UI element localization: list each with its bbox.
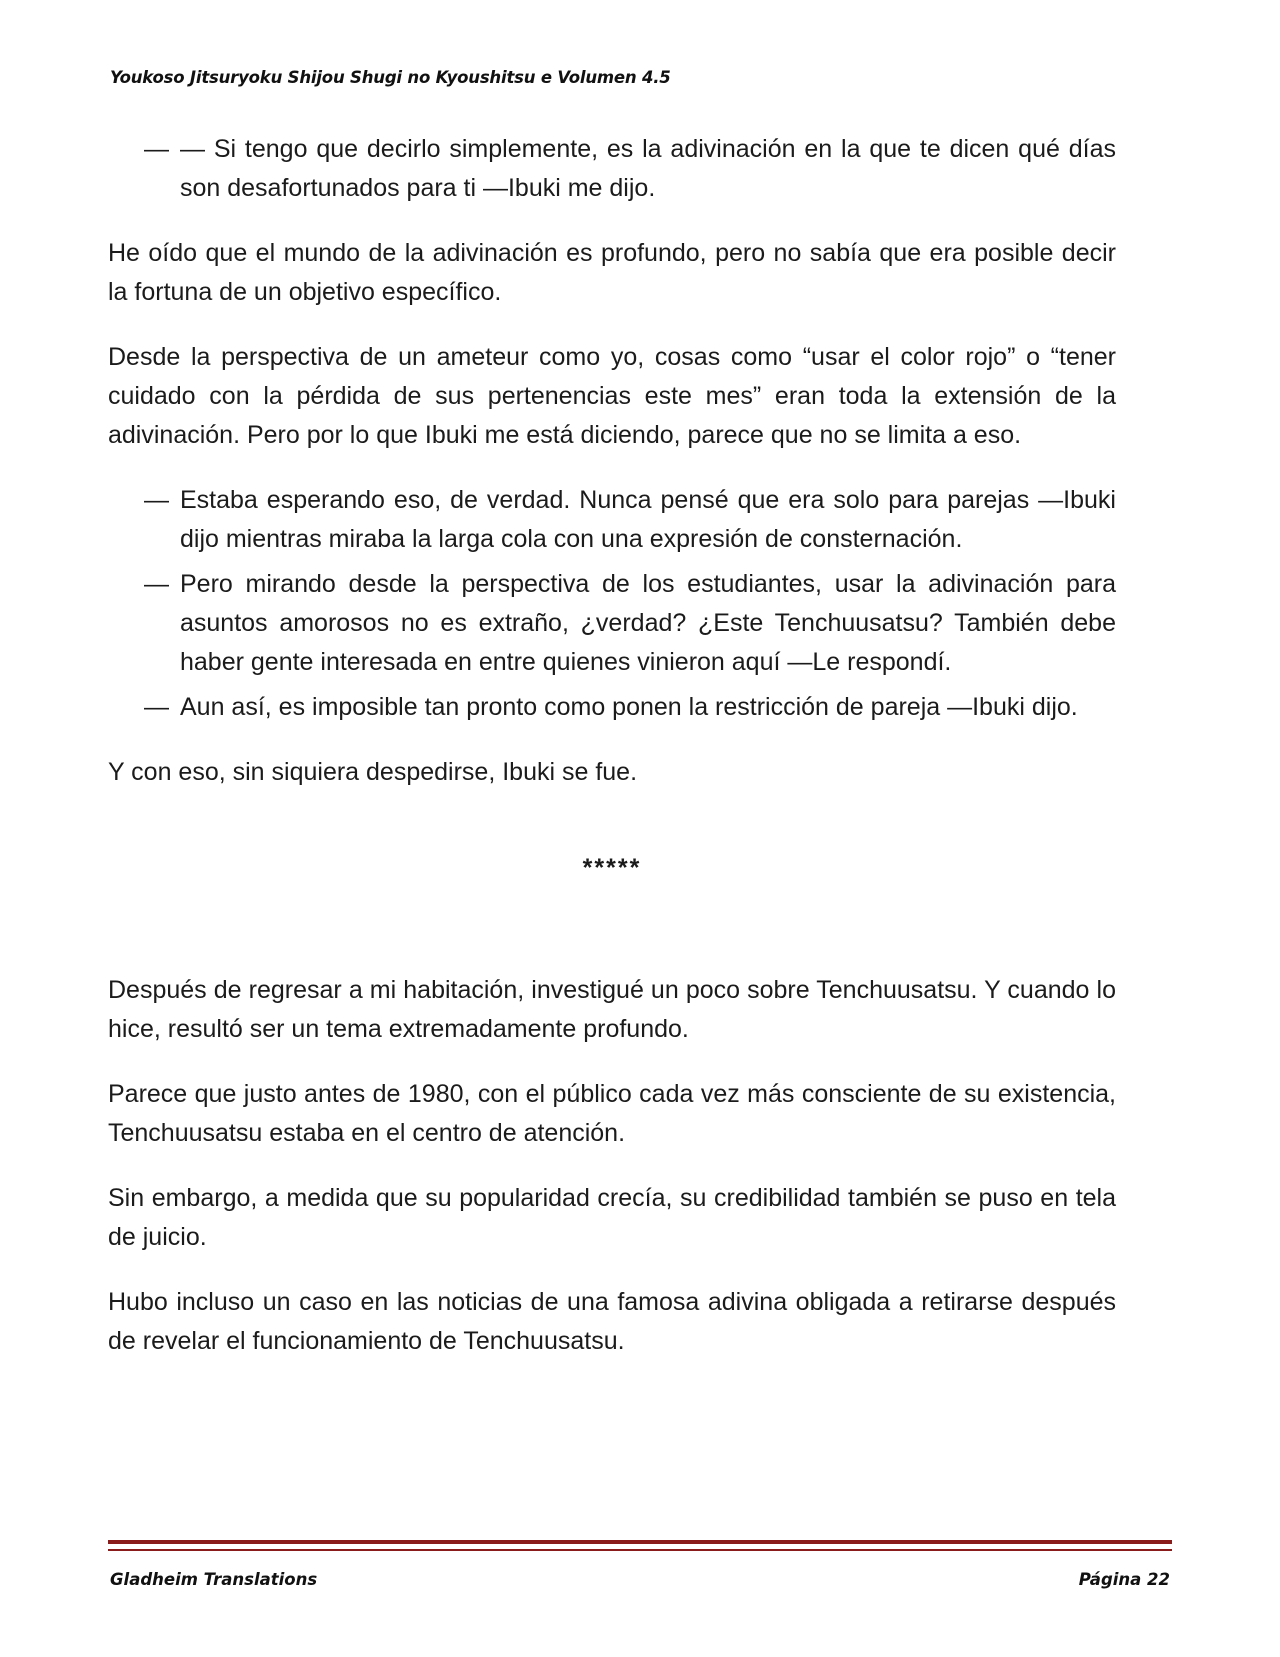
dialogue-text: — Si tengo que decirlo simplemente, es la adivinación en la que te dicen qué días son desafortunados para ti —Ibuki me dijo.	[180, 135, 1116, 202]
paragraph-5: Parece que justo antes de 1980, con el público cada vez más consciente de su existencia, Tenchuusatsu estaba en el centro de atención.	[108, 1080, 1116, 1147]
dash-marker: —	[144, 693, 169, 721]
dialogue-block-middle	[108, 481, 1116, 727]
dash-marker: —	[144, 486, 169, 514]
list-item	[108, 481, 1116, 559]
list-item	[108, 130, 1116, 208]
dash-marker: —	[144, 570, 169, 598]
dialogue-text: Pero mirando desde la perspectiva de los estudiantes, usar la adivinación para asuntos amorosos no es extraño, ¿verdad? ¿Este Tenchuusatsu? También debe haber gente interesada en entre quienes vinieron aquí —Le respondí.	[180, 570, 1116, 676]
paragraph-4: Después de regresar a mi habitación, investigué un poco sobre Tenchuusatsu. Y cuando lo hice, resultó ser un tema extremadamente profundo.	[108, 976, 1116, 1043]
footer-page-number: Página 22	[1078, 1570, 1170, 1589]
dash-marker: —	[144, 135, 169, 163]
paragraph-3: Y con eso, sin siquiera despedirse, Ibuki se fue.	[108, 758, 638, 786]
page-footer	[110, 1570, 1170, 1589]
paragraph-7: Hubo incluso un caso en las noticias de una famosa adivina obligada a retirarse después de revelar el funcionamiento de Tenchuusatsu.	[108, 1288, 1116, 1355]
footer-divider-thick	[108, 1540, 1172, 1544]
list-item	[108, 565, 1116, 682]
list-item	[108, 688, 1116, 727]
paragraph-2: Desde la perspectiva de un ameteur como yo, cosas como “usar el color rojo” o “tener cuidado con la pérdida de sus pertenencias este mes” eran toda la extensión de la adivinación. Pero por lo que Ibuki me está diciendo, parece que no se limita a eso.	[108, 343, 1116, 449]
page-content	[108, 130, 1116, 1387]
dialogue-block-top	[108, 130, 1116, 208]
dialogue-text: Aun así, es imposible tan pronto como ponen la restricción de pareja —Ibuki dijo.	[180, 693, 1078, 721]
header-title: Youkoso Jitsuryoku Shijou Shugi no Kyoushitsu e Volumen 4.5	[110, 68, 671, 87]
footer-left-label: Gladheim Translations	[110, 1570, 318, 1589]
footer-divider-thin	[108, 1549, 1172, 1551]
page-header	[110, 68, 1170, 87]
dialogue-text: Estaba esperando eso, de verdad. Nunca pensé que era solo para parejas —Ibuki dijo mientras miraba la larga cola con una expresión de consternación.	[180, 486, 1116, 553]
paragraph-1: He oído que el mundo de la adivinación es profundo, pero no sabía que era posible decir la fortuna de un objetivo específico.	[108, 239, 1116, 306]
scene-divider: *****	[582, 854, 642, 882]
paragraph-6: Sin embargo, a medida que su popularidad crecía, su credibilidad también se puso en tela de juicio.	[108, 1184, 1116, 1251]
